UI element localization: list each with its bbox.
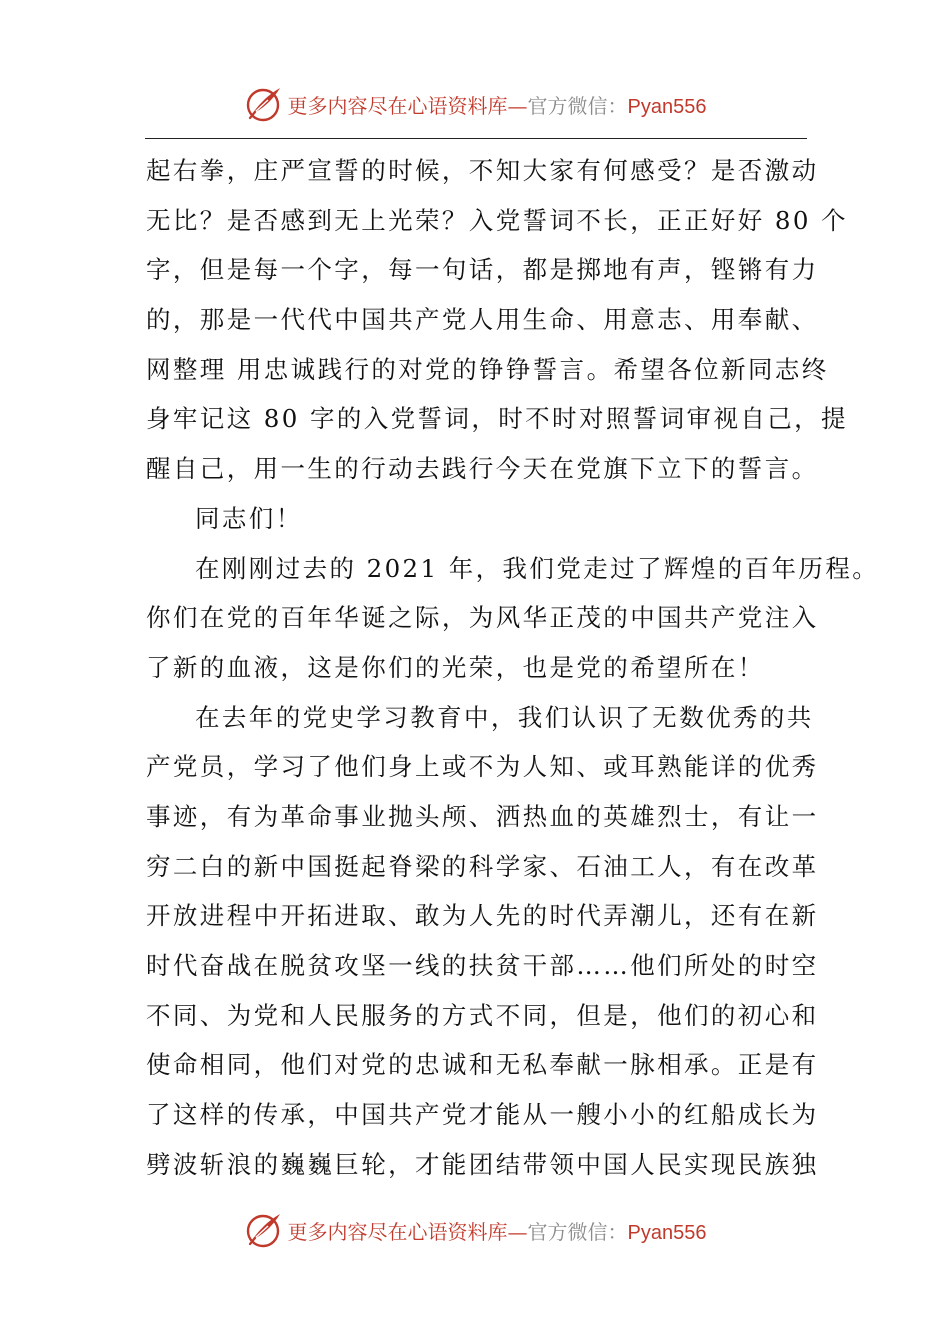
body-text-line: 你们在党的百年华诞之际，为风华正茂的中国共产党注入 xyxy=(146,603,819,633)
body-text-line: 网整理 用忠诚践行的对党的铮铮誓言。希望各位新同志终 xyxy=(146,354,829,384)
body-text-line: 穷二白的新中国挺起脊梁的科学家、石油工人，有在改革 xyxy=(146,851,819,881)
body-text-line: 劈波斩浪的巍巍巨轮，才能团结带领中国人民实现民族独 xyxy=(146,1149,819,1179)
body-text-line: 身牢记这 80 字的入党誓词，时不时对照誓词审视自己，提 xyxy=(146,404,848,434)
body-text-line: 在去年的党史学习教育中，我们认识了无数优秀的共 xyxy=(195,702,814,732)
body-text-line: 同志们！ xyxy=(195,503,303,533)
footer-wechat-id: Pyan556 xyxy=(627,1221,707,1244)
body-text-line: 事迹，有为革命事业抛头颅、洒热血的英雄烈士，有让一 xyxy=(146,801,819,831)
body-text-line: 起右拳，庄严宣誓的时候，不知大家有何感受？是否激动 xyxy=(146,156,819,185)
header-wechat-id: Pyan556 xyxy=(627,95,707,118)
header-dash: — xyxy=(507,93,528,118)
body-text-line: 了这样的传承，中国共产党才能从一艘小小的红船成长为 xyxy=(146,1100,819,1130)
body-text-line: 使命相同，他们对党的忠诚和无私奉献一脉相承。正是有 xyxy=(146,1050,819,1080)
body-text-line: 字，但是每一个字，每一句话，都是掷地有声，铿锵有力 xyxy=(146,255,819,285)
body-text-line: 开放进程中开拓进取、敢为人先的时代弄潮儿，还有在新 xyxy=(146,901,819,931)
footer-wechat-label: 官方微信： xyxy=(527,1219,628,1244)
body-text-line: 产党员，学习了他们身上或不为人知、或耳熟能详的优秀 xyxy=(146,752,819,782)
footer-banner xyxy=(0,1208,950,1252)
footer-site-text: 更多内容尽在心语资料库 xyxy=(287,1219,508,1244)
quill-pen-logo-icon xyxy=(244,84,284,124)
document-body xyxy=(146,146,880,1189)
header-site-text: 更多内容尽在心语资料库 xyxy=(287,93,508,118)
quill-pen-logo-icon xyxy=(244,1210,284,1250)
header-banner xyxy=(0,82,950,126)
header-banner-text xyxy=(288,90,707,119)
body-text-line: 醒自己，用一生的行动去践行今天在党旗下立下的誓言。 xyxy=(146,454,819,484)
body-text-line: 无比？是否感到无上光荣？入党誓词不长，正正好好 80 个 xyxy=(146,205,848,235)
footer-dash: — xyxy=(507,1219,528,1244)
footer-banner-text xyxy=(288,1216,707,1245)
body-text-line: 时代奋战在脱贫攻坚一线的扶贫干部……他们所处的时空 xyxy=(146,951,819,980)
header-wechat-label: 官方微信： xyxy=(527,93,628,118)
body-text-line: 不同、为党和人民服务的方式不同，但是，他们的初心和 xyxy=(146,1000,819,1030)
header-divider xyxy=(145,138,807,139)
body-text-line: 的，那是一代代中国共产党人用生命、用意志、用奉献、 xyxy=(146,305,819,335)
body-text-line: 在刚刚过去的 2021 年，我们党走过了辉煌的百年历程。 xyxy=(195,553,880,583)
body-text-line: 了新的血液，这是你们的光荣，也是党的希望所在！ xyxy=(146,652,765,682)
